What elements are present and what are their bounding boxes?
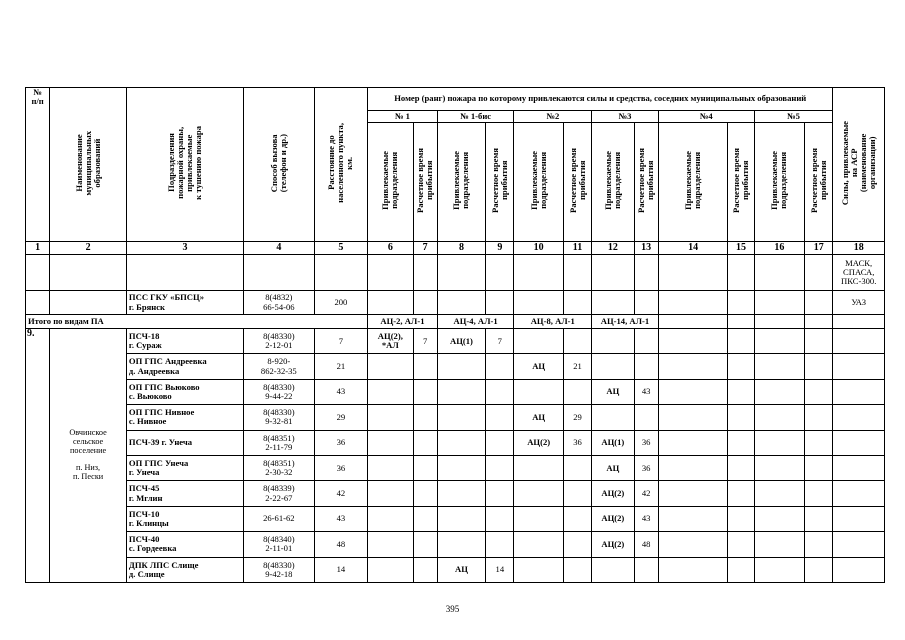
distance-cell: 43 bbox=[314, 506, 367, 531]
time-cell bbox=[413, 532, 437, 557]
phone-cell: 8-920- 862-32-35 bbox=[244, 354, 315, 379]
column-number: 16 bbox=[754, 242, 804, 255]
time-cell bbox=[486, 405, 514, 430]
distance-cell: 14 bbox=[314, 557, 367, 582]
column-numbers-row bbox=[26, 242, 885, 255]
units-cell bbox=[437, 354, 485, 379]
unit-cell: ДПК ЛПС Слище д. Слище bbox=[126, 557, 243, 582]
column-number: 14 bbox=[658, 242, 728, 255]
distance-cell: 21 bbox=[314, 354, 367, 379]
distance-cell: 36 bbox=[314, 430, 367, 455]
distance-cell: 43 bbox=[314, 379, 367, 404]
units-cell bbox=[368, 481, 413, 506]
distance-cell: 42 bbox=[314, 481, 367, 506]
unit-cell: ПСЧ-39 г. Унеча bbox=[126, 430, 243, 455]
phone-cell: 8(48351) 2-11-79 bbox=[244, 430, 315, 455]
column-number: 5 bbox=[314, 242, 367, 255]
asr-cell: УАЗ bbox=[833, 291, 885, 315]
header-units-sub: Привлекаемые подразделения bbox=[658, 123, 728, 242]
units-cell bbox=[592, 557, 634, 582]
table-row bbox=[26, 430, 885, 455]
time-cell bbox=[486, 379, 514, 404]
header-time-sub: Расчетное время прибытия bbox=[563, 123, 591, 242]
unit-cell: ОП ГПС Андреевка д. Андреевка bbox=[126, 354, 243, 379]
column-number: 18 bbox=[833, 242, 885, 255]
table-row bbox=[26, 532, 885, 557]
header-units-sub: Привлекаемые подразделения bbox=[592, 123, 634, 242]
phone-cell: 8(48351) 2-30-32 bbox=[244, 455, 315, 480]
column-number: 6 bbox=[368, 242, 413, 255]
unit-cell: ПСЧ-40 с. Гордеевка bbox=[126, 532, 243, 557]
time-cell: 29 bbox=[563, 405, 591, 430]
time-cell bbox=[563, 481, 591, 506]
table-row bbox=[26, 255, 885, 291]
units-cell: АЦ(1) bbox=[437, 329, 485, 354]
header-rank-3: №2 bbox=[514, 111, 592, 123]
time-cell: 7 bbox=[413, 329, 437, 354]
time-cell bbox=[413, 379, 437, 404]
table-row bbox=[26, 506, 885, 531]
totals-r2: АЦ-8, АЛ-1 bbox=[514, 315, 592, 329]
time-cell bbox=[563, 506, 591, 531]
time-cell: 7 bbox=[486, 329, 514, 354]
header-rank-5: №4 bbox=[658, 111, 754, 123]
units-cell bbox=[514, 481, 563, 506]
units-cell: АЦ bbox=[592, 379, 634, 404]
units-cell bbox=[514, 455, 563, 480]
distance-cell bbox=[314, 255, 367, 291]
header-units-sub: Привлекаемые подразделения bbox=[514, 123, 563, 242]
time-cell: 14 bbox=[486, 557, 514, 582]
header-units: Подразделения пожарной охраны, привлекаемые к тушению пожара bbox=[126, 88, 243, 242]
distance-cell: 200 bbox=[314, 291, 367, 315]
unit-cell: ПСЧ-45 г. Мглин bbox=[126, 481, 243, 506]
units-cell bbox=[437, 481, 485, 506]
phone-cell: 8(48330) 2-12-01 bbox=[244, 329, 315, 354]
units-cell bbox=[368, 532, 413, 557]
phone-cell: 8(48330) 9-32-81 bbox=[244, 405, 315, 430]
unit-cell: ОП ГПС Унеча г. Унеча bbox=[126, 455, 243, 480]
time-cell: 36 bbox=[634, 430, 658, 455]
header-time-sub: Расчетное время прибытия bbox=[413, 123, 437, 242]
page-number: 395 bbox=[445, 604, 460, 614]
units-cell bbox=[368, 354, 413, 379]
units-cell: АЦ(2) bbox=[592, 506, 634, 531]
time-cell bbox=[634, 557, 658, 582]
header-time-sub: Расчетное время прибытия bbox=[634, 123, 658, 242]
units-cell: АЦ(2) bbox=[592, 481, 634, 506]
table-row bbox=[26, 557, 885, 582]
time-cell bbox=[563, 557, 591, 582]
units-cell bbox=[514, 557, 563, 582]
totals-r3: АЦ-14, АЛ-1 bbox=[592, 315, 659, 329]
units-cell: АЦ bbox=[514, 405, 563, 430]
header-units-sub: Привлекаемые подразделения bbox=[754, 123, 804, 242]
units-cell bbox=[437, 379, 485, 404]
time-cell bbox=[563, 532, 591, 557]
units-cell bbox=[368, 506, 413, 531]
units-cell bbox=[368, 455, 413, 480]
time-cell: 43 bbox=[634, 506, 658, 531]
column-number: 3 bbox=[126, 242, 243, 255]
totals-r1bis: АЦ-4, АЛ-1 bbox=[437, 315, 514, 329]
unit-cell: ПСС ГКУ «БПСЦ» г. Брянск bbox=[126, 291, 243, 315]
units-cell bbox=[437, 430, 485, 455]
unit-cell: ОП ГПС Вьюково с. Вьюково bbox=[126, 379, 243, 404]
column-number: 4 bbox=[244, 242, 315, 255]
distance-cell: 36 bbox=[314, 455, 367, 480]
unit-cell: ПСЧ-18 г. Сураж bbox=[126, 329, 243, 354]
units-cell bbox=[368, 405, 413, 430]
time-cell bbox=[413, 557, 437, 582]
time-cell bbox=[486, 354, 514, 379]
header-fire-rank-group: Номер (ранг) пожара по которому привлекаются силы и средства, соседних муниципальных образований bbox=[368, 88, 833, 111]
units-cell bbox=[437, 405, 485, 430]
time-cell bbox=[634, 405, 658, 430]
units-cell: АЦ(1) bbox=[592, 430, 634, 455]
units-cell bbox=[592, 329, 634, 354]
time-cell bbox=[486, 455, 514, 480]
phone-cell: 8(48330) 9-44-22 bbox=[244, 379, 315, 404]
units-cell: АЦ bbox=[514, 354, 563, 379]
distance-cell: 7 bbox=[314, 329, 367, 354]
fire-forces-table bbox=[25, 87, 885, 583]
table-row bbox=[26, 291, 885, 315]
table-row bbox=[26, 481, 885, 506]
column-number: 1 bbox=[26, 242, 50, 255]
units-cell bbox=[514, 532, 563, 557]
header-units-sub: Привлекаемые подразделения bbox=[437, 123, 485, 242]
distance-cell: 29 bbox=[314, 405, 367, 430]
time-cell bbox=[413, 405, 437, 430]
units-cell bbox=[368, 557, 413, 582]
time-cell: 36 bbox=[634, 455, 658, 480]
column-number: 13 bbox=[634, 242, 658, 255]
column-number: 2 bbox=[50, 242, 127, 255]
header-time-sub: Расчетное время прибытия bbox=[728, 123, 754, 242]
column-number: 17 bbox=[805, 242, 833, 255]
column-number: 9 bbox=[486, 242, 514, 255]
header-municipality: Наименование муниципальных образований bbox=[50, 88, 127, 242]
unit-cell: ОП ГПС Нивное с. Нивное bbox=[126, 405, 243, 430]
time-cell bbox=[413, 354, 437, 379]
table-row bbox=[26, 329, 885, 354]
time-cell bbox=[413, 481, 437, 506]
distance-cell: 48 bbox=[314, 532, 367, 557]
time-cell bbox=[413, 506, 437, 531]
column-number: 10 bbox=[514, 242, 563, 255]
time-cell bbox=[486, 430, 514, 455]
municipality-name: Овчинское сельское поселение п. Низ, п. Пески bbox=[50, 329, 127, 583]
units-cell bbox=[592, 405, 634, 430]
units-cell: АЦ bbox=[437, 557, 485, 582]
time-cell bbox=[413, 455, 437, 480]
units-cell: АЦ(2) bbox=[592, 532, 634, 557]
totals-r1: АЦ-2, АЛ-1 bbox=[368, 315, 438, 329]
units-cell: АЦ bbox=[592, 455, 634, 480]
table-row bbox=[26, 455, 885, 480]
time-cell: 21 bbox=[563, 354, 591, 379]
time-cell: 36 bbox=[563, 430, 591, 455]
column-number: 11 bbox=[563, 242, 591, 255]
header-rank-6: №5 bbox=[754, 111, 833, 123]
header-rank-4: №3 bbox=[592, 111, 659, 123]
time-cell bbox=[634, 354, 658, 379]
asr-cell: МАСК, СПАСА, ПКС-300. bbox=[833, 255, 885, 291]
units-cell: АЦ(2), *АЛ bbox=[368, 329, 413, 354]
header-time-sub: Расчетное время прибытия bbox=[486, 123, 514, 242]
units-cell bbox=[437, 455, 485, 480]
totals-row bbox=[26, 315, 885, 329]
units-cell bbox=[514, 506, 563, 531]
header-time-sub: Расчетное время прибытия bbox=[805, 123, 833, 242]
time-cell bbox=[413, 430, 437, 455]
header-units-sub: Привлекаемые подразделения bbox=[368, 123, 413, 242]
time-cell bbox=[563, 329, 591, 354]
time-cell: 42 bbox=[634, 481, 658, 506]
time-cell bbox=[563, 379, 591, 404]
units-cell: АЦ(2) bbox=[514, 430, 563, 455]
table-row bbox=[26, 405, 885, 430]
units-cell bbox=[437, 532, 485, 557]
header-rank-1: № 1 bbox=[368, 111, 438, 123]
header-asr-forces: Силы, привлекаемые на АСР (наименование организации) bbox=[833, 88, 885, 242]
units-cell bbox=[437, 506, 485, 531]
header-distance: Расстояние до населенного пункта, км. bbox=[314, 88, 367, 242]
phone-cell: 26-61-62 bbox=[244, 506, 315, 531]
phone-cell bbox=[244, 255, 315, 291]
unit-cell: ПСЧ-10 г. Клинцы bbox=[126, 506, 243, 531]
time-cell bbox=[634, 329, 658, 354]
time-cell bbox=[563, 455, 591, 480]
units-cell bbox=[592, 354, 634, 379]
section-number: 9. bbox=[26, 329, 50, 583]
time-cell bbox=[486, 481, 514, 506]
units-cell bbox=[514, 329, 563, 354]
table-row bbox=[26, 354, 885, 379]
header-rank-2: № 1-бис bbox=[437, 111, 514, 123]
time-cell: 48 bbox=[634, 532, 658, 557]
header-number: № п/п bbox=[26, 88, 50, 242]
unit-cell bbox=[126, 255, 243, 291]
column-number: 12 bbox=[592, 242, 634, 255]
time-cell bbox=[486, 532, 514, 557]
time-cell bbox=[486, 506, 514, 531]
phone-cell: 8(4832) 66-54-06 bbox=[244, 291, 315, 315]
time-cell: 43 bbox=[634, 379, 658, 404]
column-number: 8 bbox=[437, 242, 485, 255]
totals-label: Итого по видам ПА bbox=[26, 315, 368, 329]
column-number: 15 bbox=[728, 242, 754, 255]
phone-cell: 8(48340) 2-11-01 bbox=[244, 532, 315, 557]
phone-cell: 8(48339) 2-22-67 bbox=[244, 481, 315, 506]
column-number: 7 bbox=[413, 242, 437, 255]
table-row bbox=[26, 379, 885, 404]
header-call-method: Способ вызова (телефон и др.) bbox=[244, 88, 315, 242]
units-cell bbox=[368, 379, 413, 404]
units-cell bbox=[368, 430, 413, 455]
units-cell bbox=[514, 379, 563, 404]
phone-cell: 8(48330) 9-42-18 bbox=[244, 557, 315, 582]
